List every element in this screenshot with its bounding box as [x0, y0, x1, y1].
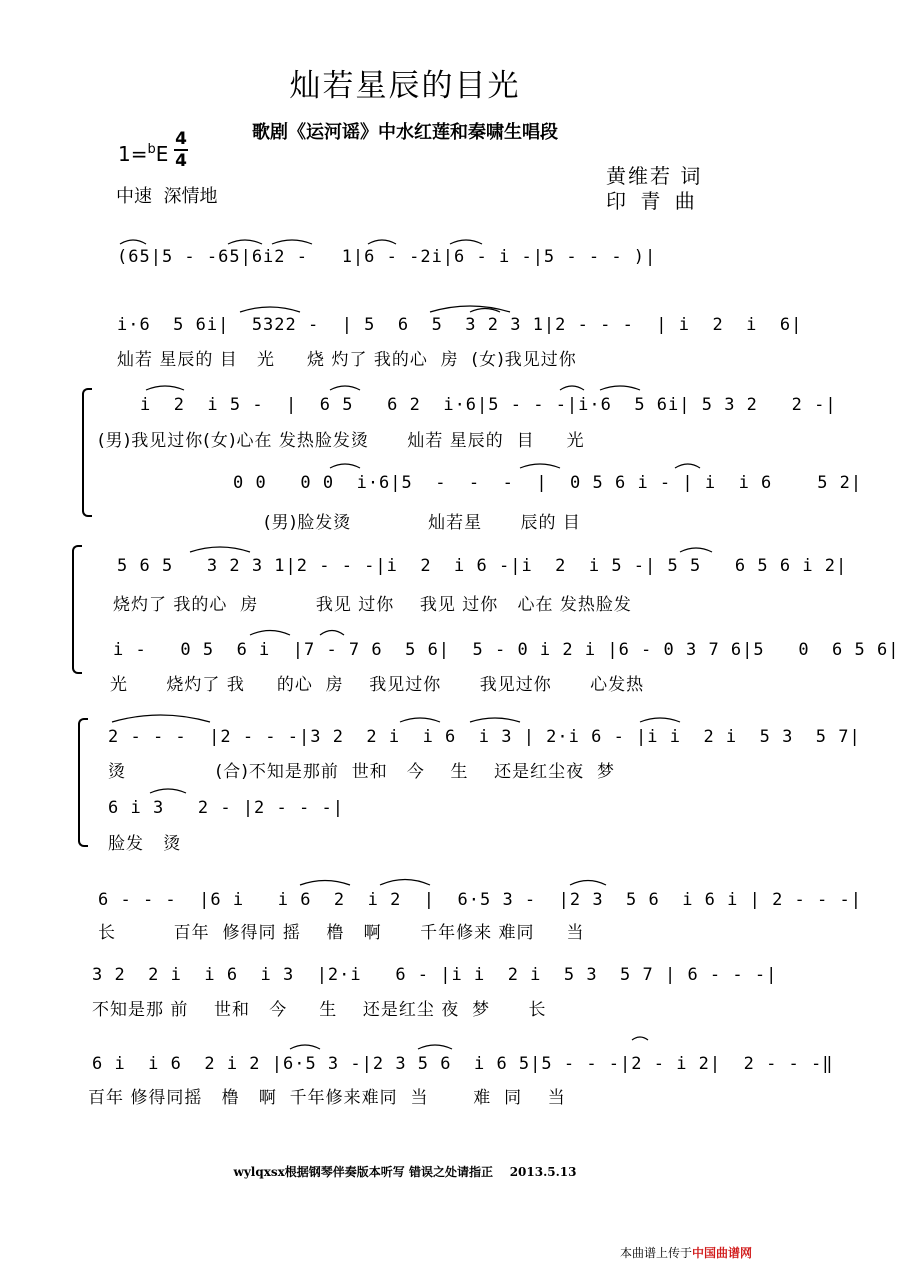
key-note: E [155, 142, 169, 166]
notes-line-11: 6 i i 6 2 i 2 |6·5 3 -|2 3 5 6 i 6 5|5 - - -|2 - i 2| 2 - - -‖ [92, 1054, 834, 1074]
lyrics-line-9: 长 百年 修得同 摇 橹 啊 千年修来 难同 当 [98, 923, 585, 943]
page-title: 灿若星辰的目光 [289, 68, 521, 104]
notes-line-4: 0 0 0 0 i·6|5 - - - | 0 5 6 i - | i i 6 5 2| [233, 473, 863, 493]
system-brace-2 [72, 545, 82, 674]
lyrics-line-7: 烫 (合)不知是那前 世和 今 生 还是红尘夜 梦 [108, 762, 615, 782]
lyrics-line-10: 不知是那 前 世和 今 生 还是红尘 夜 梦 长 [92, 1000, 547, 1020]
notes-line-1: (65|5 - -65|6i2 - 1|6 - -2i|6 - i -|5 - - - )| [117, 247, 657, 267]
lyrics-line-8: 脸发 烫 [108, 834, 182, 854]
notes-line-5: 5 6 5 3 2 3 1|2 - - -|i 2 i 6 -|i 2 i 5 -| 5 5 6 5 6 i 2| [117, 556, 848, 576]
lyrics-line-5: 烧灼了 我的心 房 我见 过你 我见 过你 心在 发热脸发 [113, 595, 632, 615]
watermark-text: 本曲谱上传于 [620, 1246, 693, 1260]
time-signature [174, 130, 188, 170]
site-watermark [620, 1244, 752, 1261]
transcriber-note: wylqxsx根据钢琴伴奏版本听写 错误之处请指正 2013.5.13 [233, 1165, 577, 1179]
composer-credit: 印 青 曲 [606, 189, 699, 213]
key-prefix: 1= [118, 142, 148, 166]
notes-line-3: i 2 i 5 - | 6 5 6 2 i·6|5 - - -|i·6 5 6i| 5 3 2 2 -| [140, 395, 837, 415]
key-flat: b [147, 142, 156, 157]
site-logo: 中国曲谱网 [692, 1246, 753, 1260]
subtitle: 歌剧《运河谣》中水红莲和秦啸生唱段 [252, 122, 558, 143]
tempo-marking: 中速 深情地 [116, 186, 218, 207]
system-brace-3 [78, 718, 88, 847]
lyrics-line-6: 光 烧灼了 我 的心 房 我见过你 我见过你 心发热 [110, 675, 645, 695]
key-signature [118, 142, 168, 166]
notes-line-8: 6 i 3 2 - |2 - - -| [108, 798, 344, 818]
lyricist-credit: 黄维若 词 [606, 164, 703, 188]
time-bottom: 4 [175, 151, 187, 171]
lyrics-line-2: 灿若 星辰的 目 光 烧 灼了 我的心 房 (女)我见过你 [117, 350, 577, 370]
notes-line-10: 3 2 2 i i 6 i 3 |2·i 6 - |i i 2 i 5 3 5 7 | 6 - - -| [92, 965, 778, 985]
notes-line-2: i·6 5 6i| 5322 - | 5 6 5 3 2 3 1|2 - - - | i 2 i 6| [117, 315, 803, 335]
lyrics-line-3: (男)我见过你(女)心在 发热脸发烫 灿若 星辰的 目 光 [98, 431, 585, 451]
notes-line-6: i - 0 5 6 i |7 - 7 6 5 6| 5 - 0 i 2 i |6 - 0 3 7 6|5 0 6 5 6| [113, 640, 899, 660]
lyrics-line-11: 百年 修得同摇 橹 啊 千年修来难同 当 难 同 当 [88, 1088, 566, 1108]
system-brace-1 [82, 388, 92, 517]
notes-line-9: 6 - - - |6 i i 6 2 i 2 | 6·5 3 - |2 3 5 6 i 6 i | 2 - - -| [98, 890, 862, 910]
time-top: 4 [175, 129, 187, 149]
lyrics-line-4: (男)脸发烫 灿若星 辰的 目 [264, 513, 581, 533]
notes-line-7: 2 - - - |2 - - -|3 2 2 i i 6 i 3 | 2·i 6 - |i i 2 i 5 3 5 7| [108, 727, 861, 747]
